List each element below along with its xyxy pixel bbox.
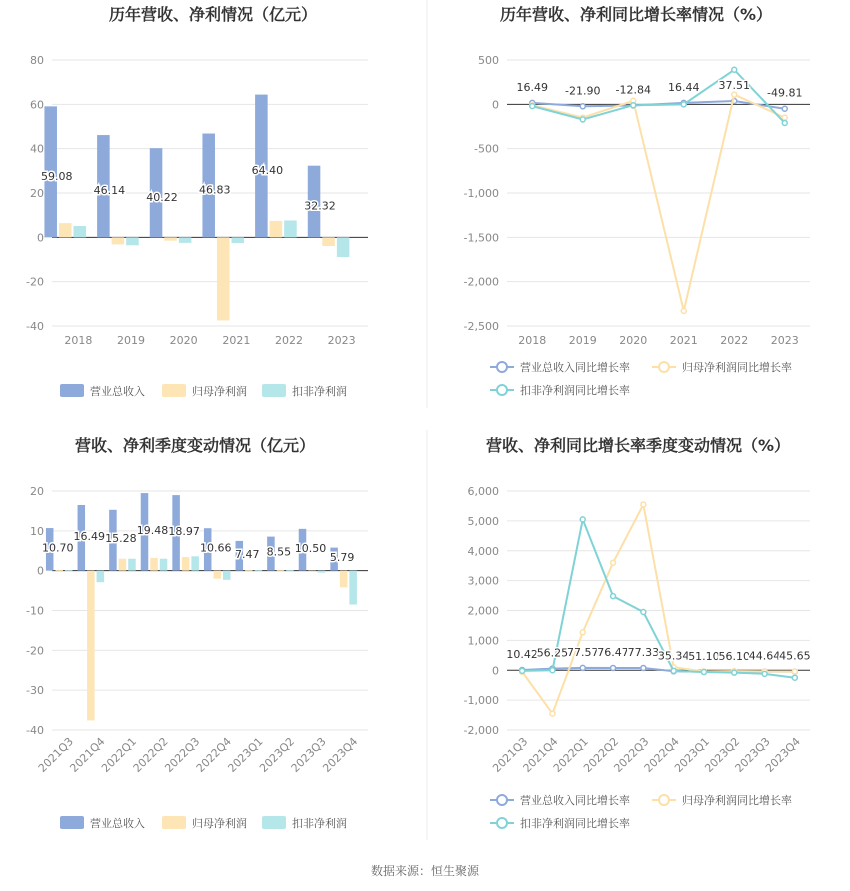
bar-deducted-profit bbox=[232, 237, 245, 243]
y-tick-label: 3,000 bbox=[467, 574, 499, 588]
legend-label: 扣非净利润同比增长率 bbox=[520, 384, 630, 397]
y-tick-label: 20 bbox=[30, 485, 44, 498]
series-point-net-profit-growth bbox=[792, 669, 797, 674]
quarterly-revenue-profit-chart bbox=[26, 436, 368, 830]
bar-deducted-profit bbox=[179, 237, 192, 243]
series-point-net-profit-growth bbox=[732, 92, 737, 97]
series-point-net-profit-growth bbox=[641, 502, 646, 507]
series-point-net-profit-growth bbox=[611, 560, 616, 565]
bar-data-label: 32.32 bbox=[304, 199, 336, 213]
bar-net-profit bbox=[340, 571, 348, 588]
chart-title: 历年营收、净利同比增长率情况（%） bbox=[499, 5, 773, 24]
legend-swatch bbox=[162, 384, 186, 397]
bar-data-label: 8.55 bbox=[266, 545, 292, 559]
bar-net-profit bbox=[308, 571, 316, 572]
line-data-label: 76.47 bbox=[597, 645, 629, 659]
quarterly-growth-rate-chart bbox=[464, 436, 811, 830]
bar-data-label: 46.14 bbox=[93, 184, 126, 198]
bar-net-profit bbox=[150, 558, 158, 571]
x-tick-label: 2023Q3 bbox=[732, 734, 773, 775]
legend-label: 扣非净利润 bbox=[292, 817, 347, 830]
x-tick-label: 2023Q4 bbox=[320, 734, 361, 775]
series-point-revenue-growth bbox=[611, 665, 616, 670]
y-tick-label: -10 bbox=[26, 604, 44, 618]
y-tick-label: 4,000 bbox=[467, 544, 499, 558]
line-data-label: 10.42 bbox=[506, 647, 538, 661]
x-tick-label: 2021Q3 bbox=[490, 734, 531, 775]
x-tick-label: 2020 bbox=[169, 334, 198, 347]
line-data-label: 56.25 bbox=[536, 646, 569, 660]
y-tick-label: -40 bbox=[26, 724, 44, 737]
y-tick-label: 60 bbox=[30, 98, 44, 112]
y-tick-label: 80 bbox=[30, 54, 44, 67]
line-data-label: -49.81 bbox=[767, 86, 803, 100]
line-data-label: 44.64 bbox=[748, 649, 781, 663]
series-point-net-profit-growth bbox=[782, 115, 787, 120]
legend-swatch bbox=[162, 816, 186, 829]
line-data-label: 51.10 bbox=[688, 649, 720, 663]
bar-net-profit bbox=[119, 559, 127, 571]
line-data-label: 37.51 bbox=[718, 79, 750, 93]
y-tick-label: -2,500 bbox=[463, 320, 499, 333]
series-point-revenue-growth bbox=[580, 104, 585, 109]
x-tick-label: 2021 bbox=[669, 334, 698, 347]
bar-deducted-profit bbox=[337, 237, 350, 257]
bar-deducted-profit bbox=[65, 570, 73, 571]
bar-data-label: 10.50 bbox=[294, 541, 327, 555]
x-tick-label: 2023Q4 bbox=[762, 734, 803, 775]
bar-net-profit bbox=[277, 570, 285, 571]
bar-deducted-profit bbox=[318, 571, 326, 573]
x-tick-label: 2021 bbox=[222, 334, 251, 347]
bar-data-label: 10.70 bbox=[41, 541, 74, 555]
bar-net-profit bbox=[59, 223, 72, 237]
series-point-deducted-profit-growth bbox=[701, 670, 706, 675]
bar-net-profit bbox=[55, 570, 63, 571]
bar-deducted-profit bbox=[255, 570, 263, 571]
y-tick-label: -1,000 bbox=[463, 187, 499, 200]
bar-net-profit bbox=[217, 237, 230, 320]
x-tick-label: 2023Q2 bbox=[702, 734, 743, 775]
data-source-note: 数据来源：恒生聚源 bbox=[370, 864, 479, 878]
x-tick-label: 2022Q1 bbox=[550, 734, 591, 775]
legend-label: 营业总收入同比增长率 bbox=[520, 794, 630, 807]
x-tick-label: 2018 bbox=[518, 334, 547, 347]
series-point-deducted-profit-growth bbox=[681, 102, 686, 107]
series-point-deducted-profit-growth bbox=[732, 67, 737, 72]
x-tick-label: 2020 bbox=[619, 334, 648, 347]
series-point-deducted-profit-growth bbox=[611, 594, 616, 599]
line-data-label: 45.65 bbox=[779, 649, 811, 663]
legend-label: 扣非净利润同比增长率 bbox=[520, 817, 630, 830]
y-tick-label: -500 bbox=[474, 142, 499, 156]
series-point-deducted-profit-growth bbox=[580, 117, 585, 122]
bar-data-label: 40.22 bbox=[146, 190, 178, 204]
x-tick-label: 2022Q2 bbox=[130, 734, 171, 775]
x-tick-label: 2022Q4 bbox=[641, 734, 682, 775]
y-tick-label: 5,000 bbox=[467, 514, 499, 528]
bar-net-profit bbox=[270, 221, 283, 237]
y-tick-label: -1,000 bbox=[463, 694, 499, 708]
series-point-net-profit-growth bbox=[550, 711, 555, 716]
x-tick-label: 2022Q1 bbox=[99, 734, 140, 775]
y-tick-label: 0 bbox=[37, 564, 44, 578]
bar-data-label: 19.48 bbox=[136, 523, 169, 537]
legend-swatch-marker bbox=[497, 362, 507, 372]
bar-deducted-profit bbox=[349, 571, 357, 605]
bar-data-label: 7.47 bbox=[235, 547, 260, 561]
y-tick-label: 0 bbox=[37, 231, 44, 245]
x-tick-label: 2023Q3 bbox=[288, 734, 329, 775]
x-tick-label: 2023Q2 bbox=[257, 734, 298, 775]
legend-swatch-marker bbox=[497, 385, 507, 395]
line-data-label: -21.90 bbox=[565, 84, 601, 98]
series-point-net-profit-growth bbox=[681, 308, 686, 313]
x-tick-label: 2019 bbox=[568, 334, 597, 347]
series-point-deducted-profit-growth bbox=[762, 671, 767, 676]
y-tick-label: -1,500 bbox=[463, 231, 499, 245]
bar-deducted-profit bbox=[223, 571, 231, 580]
bar-data-label: 64.40 bbox=[251, 163, 284, 177]
legend-label: 营业总收入 bbox=[90, 817, 145, 830]
series-point-deducted-profit-growth bbox=[671, 668, 676, 673]
legend-swatch bbox=[262, 384, 286, 397]
legend-swatch-marker bbox=[497, 795, 507, 805]
y-tick-label: 6,000 bbox=[467, 485, 499, 498]
series-point-deducted-profit-growth bbox=[550, 668, 555, 673]
legend-swatch bbox=[262, 816, 286, 829]
series-point-revenue-growth bbox=[782, 106, 787, 111]
y-tick-label: 1,000 bbox=[467, 634, 499, 648]
line-data-label: 16.49 bbox=[516, 80, 548, 94]
bar-deducted-profit bbox=[160, 559, 168, 571]
series-point-revenue-growth bbox=[580, 665, 585, 670]
y-tick-label: 0 bbox=[492, 664, 499, 678]
chart-title: 营收、净利季度变动情况（亿元） bbox=[74, 436, 316, 455]
line-data-label: -12.84 bbox=[615, 83, 651, 97]
x-tick-label: 2022 bbox=[275, 334, 303, 347]
bar-net-profit bbox=[164, 237, 177, 240]
bar-data-label: 18.97 bbox=[168, 524, 200, 538]
legend-swatch-marker bbox=[659, 795, 669, 805]
x-tick-label: 2018 bbox=[64, 334, 93, 347]
y-tick-label: -2,000 bbox=[463, 275, 499, 289]
legend-label: 归母净利润同比增长率 bbox=[682, 794, 792, 807]
bar-deducted-profit bbox=[128, 559, 136, 571]
legend-swatch-marker bbox=[497, 818, 507, 828]
x-tick-label: 2021Q3 bbox=[35, 734, 76, 775]
x-tick-label: 2022 bbox=[720, 334, 749, 347]
x-tick-label: 2023Q1 bbox=[225, 734, 266, 775]
y-tick-label: 40 bbox=[30, 142, 44, 156]
bar-deducted-profit bbox=[97, 571, 105, 583]
x-tick-label: 2023 bbox=[327, 334, 356, 347]
annual-revenue-profit-chart bbox=[26, 5, 368, 398]
legend-label: 归母净利润同比增长率 bbox=[682, 361, 792, 374]
x-tick-label: 2022Q2 bbox=[581, 734, 622, 775]
bar-data-label: 10.66 bbox=[199, 541, 232, 555]
bar-net-profit bbox=[245, 570, 253, 571]
bar-deducted-profit bbox=[126, 237, 139, 245]
bar-data-label: 59.08 bbox=[40, 169, 73, 183]
bar-deducted-profit bbox=[286, 570, 294, 571]
series-point-revenue-growth bbox=[641, 665, 646, 670]
bar-net-profit bbox=[112, 237, 125, 244]
y-tick-label: 10 bbox=[30, 524, 44, 538]
bar-deducted-profit bbox=[74, 226, 87, 237]
legend-label: 扣非净利润 bbox=[292, 385, 347, 398]
legend-label: 营业总收入 bbox=[90, 385, 145, 398]
x-tick-label: 2022Q3 bbox=[611, 734, 652, 775]
x-tick-label: 2021Q4 bbox=[67, 734, 108, 775]
legend-swatch-marker bbox=[659, 362, 669, 372]
bar-data-label: 46.83 bbox=[198, 183, 231, 197]
x-tick-label: 2022Q3 bbox=[162, 734, 203, 775]
line-data-label: 77.33 bbox=[627, 645, 660, 659]
bar-data-label: 15.28 bbox=[105, 532, 137, 546]
series-point-deducted-profit-growth bbox=[631, 103, 636, 108]
series-line-net-profit-growth bbox=[532, 95, 785, 311]
bar-net-profit bbox=[87, 571, 95, 721]
y-tick-label: 2,000 bbox=[467, 604, 499, 618]
line-data-label: 35.34 bbox=[657, 649, 690, 663]
x-tick-label: 2023 bbox=[770, 334, 799, 347]
chart-title: 营收、净利同比增长率季度变动情况（%） bbox=[485, 436, 791, 455]
x-tick-label: 2019 bbox=[117, 334, 145, 347]
chart-title: 历年营收、净利情况（亿元） bbox=[108, 5, 318, 24]
series-line-net-profit-growth bbox=[522, 504, 795, 713]
legend-swatch bbox=[60, 384, 84, 397]
line-data-label: 16.44 bbox=[668, 80, 700, 94]
bar-net-profit bbox=[322, 237, 335, 246]
legend-swatch bbox=[60, 816, 84, 829]
y-tick-label: 500 bbox=[478, 54, 499, 67]
y-tick-label: -2,000 bbox=[463, 724, 499, 737]
y-tick-label: 20 bbox=[30, 187, 44, 200]
series-point-deducted-profit-growth bbox=[732, 670, 737, 675]
x-tick-label: 2022Q4 bbox=[193, 734, 234, 775]
annual-growth-rate-chart bbox=[464, 5, 810, 397]
x-tick-label: 2023Q1 bbox=[672, 734, 713, 775]
x-tick-label: 2021Q4 bbox=[520, 734, 561, 775]
legend-label: 归母净利润 bbox=[192, 817, 247, 830]
bar-deducted-profit bbox=[284, 220, 297, 237]
series-point-deducted-profit-growth bbox=[520, 668, 525, 673]
y-tick-label: -30 bbox=[26, 684, 44, 698]
line-data-label: 77.57 bbox=[567, 645, 599, 659]
bar-net-profit bbox=[182, 557, 190, 571]
bar-data-label: 5.79 bbox=[329, 551, 355, 565]
y-tick-label: -20 bbox=[26, 644, 44, 658]
series-point-deducted-profit-growth bbox=[792, 675, 797, 680]
series-point-deducted-profit-growth bbox=[580, 517, 585, 522]
series-point-deducted-profit-growth bbox=[530, 104, 535, 109]
bar-deducted-profit bbox=[191, 556, 199, 570]
bar-data-label: 16.49 bbox=[73, 529, 106, 543]
series-point-deducted-profit-growth bbox=[782, 120, 787, 125]
series-point-net-profit-growth bbox=[580, 630, 585, 635]
y-tick-label: 0 bbox=[492, 98, 499, 112]
series-point-deducted-profit-growth bbox=[641, 609, 646, 614]
y-tick-label: -20 bbox=[26, 275, 44, 289]
y-tick-label: -40 bbox=[26, 320, 44, 333]
legend-label: 归母净利润 bbox=[192, 385, 247, 398]
line-data-label: 56.10 bbox=[718, 649, 750, 663]
legend-label: 营业总收入同比增长率 bbox=[520, 361, 630, 374]
bar-net-profit bbox=[213, 571, 221, 579]
